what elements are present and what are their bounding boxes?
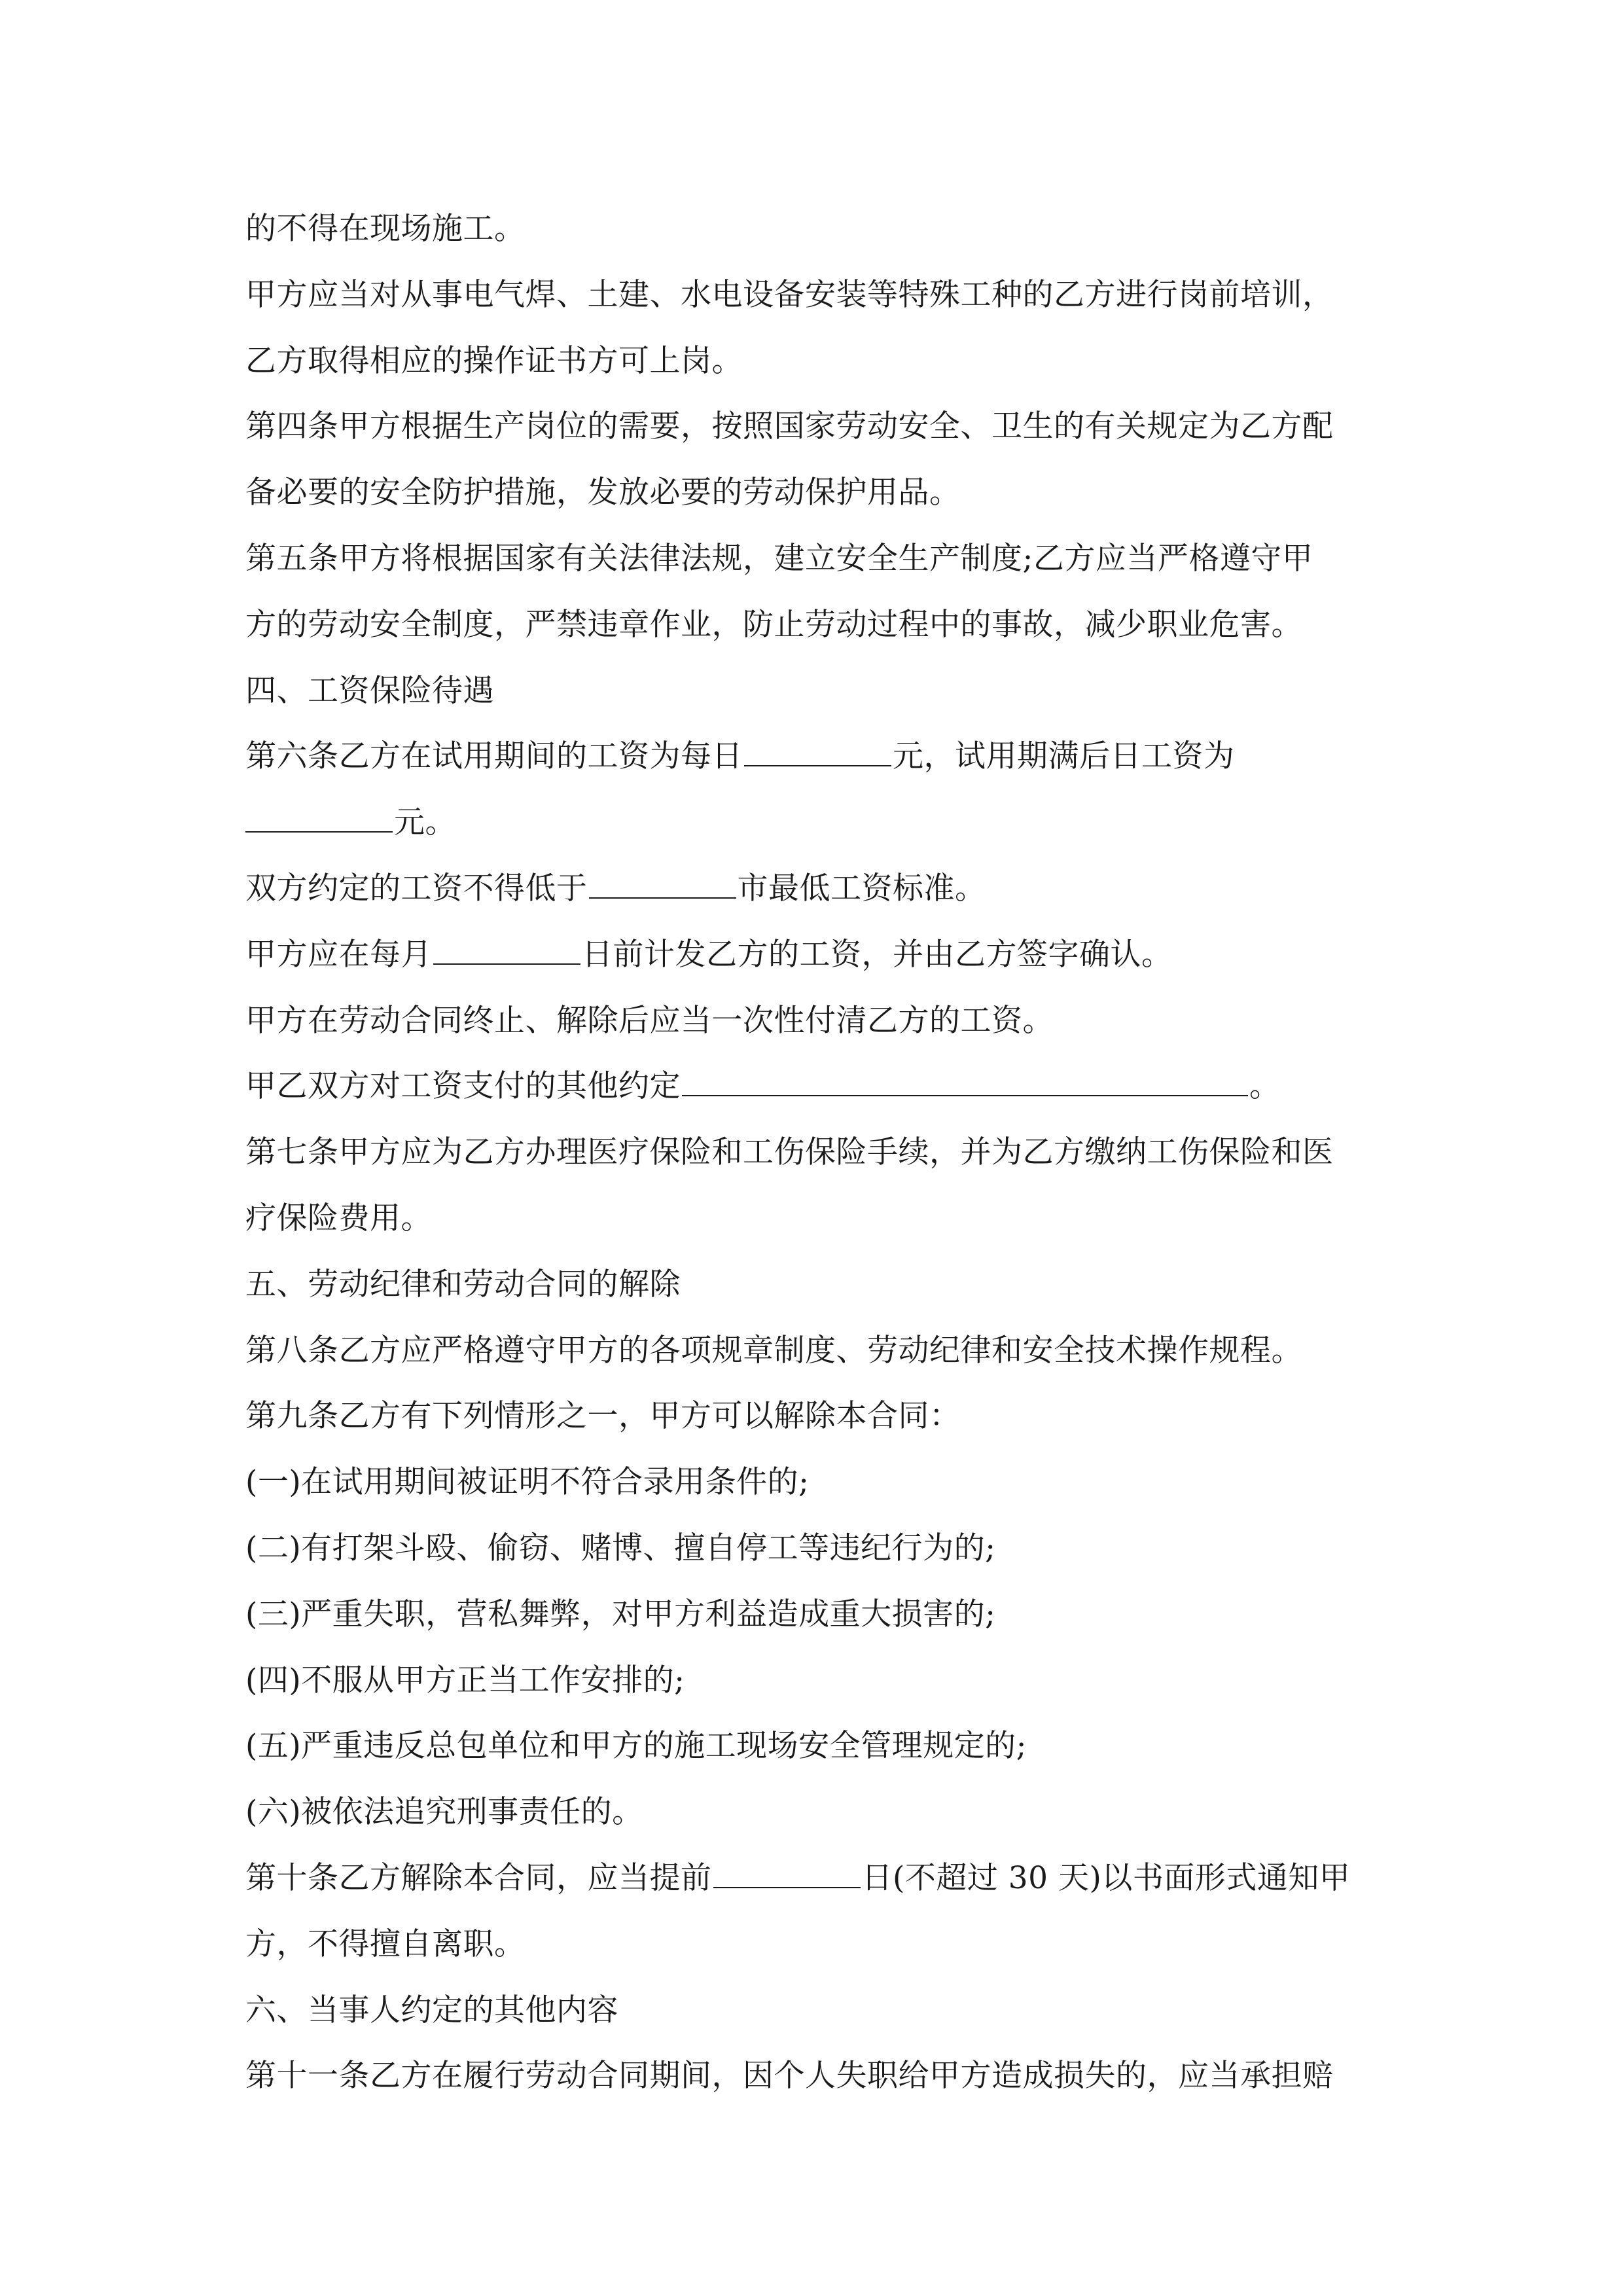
other-agreement-line — [245, 1054, 1391, 1120]
text-line: 的不得在现场施工。 — [245, 211, 526, 247]
text-line: 备必要的安全防护措施，发放必要的劳动保护用品。 — [245, 475, 961, 511]
regular-wage-blank[interactable] — [245, 802, 393, 833]
list-item: (二)有打架斗殴、偷窃、赌博、擅自停工等违纪行为的; — [245, 1530, 996, 1566]
min-wage-line — [245, 856, 1391, 922]
article-10-line — [245, 1846, 1391, 1912]
article-4-line: 第四条甲方根据生产岗位的需要，按照国家劳动安全、卫生的有关规定为乙方配 — [245, 408, 1334, 445]
section-heading-other: 六、当事人约定的其他内容 — [245, 1992, 618, 2028]
text-span: 第十条乙方解除本合同，应当提前 — [245, 1859, 712, 1896]
text-span: 甲乙双方对工资支付的其他约定 — [245, 1068, 681, 1105]
text-span: 第六条乙方在试用期间的工资为每日 — [245, 738, 743, 775]
section-heading-discipline: 五、劳动纪律和劳动合同的解除 — [245, 1266, 681, 1302]
payday-blank[interactable] — [433, 935, 580, 965]
text-line — [245, 790, 1391, 856]
notice-days-blank[interactable] — [713, 1858, 861, 1888]
list-item: (三)严重失职，营私舞弊，对甲方利益造成重大损害的; — [245, 1596, 996, 1632]
probation-wage-blank[interactable] — [744, 736, 891, 766]
text-line: 方的劳动安全制度，严禁违章作业，防止劳动过程中的事故，减少职业危害。 — [245, 606, 1302, 643]
other-agreement-blank[interactable] — [682, 1066, 1248, 1096]
settle-line: 甲方在劳动合同终止、解除后应当一次性付清乙方的工资。 — [245, 1002, 1054, 1039]
article-11-line: 第十一条乙方在履行劳动合同期间，因个人失职给甲方造成损失的，应当承担赔 — [245, 2058, 1334, 2094]
article-8-line: 第八条乙方应严格遵守甲方的各项规章制度、劳动纪律和安全技术操作规程。 — [245, 1332, 1302, 1369]
text-line: 甲方应当对从事电气焊、土建、水电设备安装等特殊工种的乙方进行岗前培训， — [245, 276, 1334, 313]
article-6-line — [245, 724, 1391, 790]
text-span: 。 — [1249, 1068, 1281, 1105]
list-item: (六)被依法追究刑事责任的。 — [245, 1794, 643, 1831]
text-line: 乙方取得相应的操作证书方可上岗。 — [245, 342, 743, 379]
list-item: (五)严重违反总包单位和甲方的施工现场安全管理规定的; — [245, 1728, 1027, 1765]
article-5-line: 第五条甲方将根据国家有关法律法规，建立安全生产制度;乙方应当严格遵守甲 — [245, 540, 1313, 577]
text-line: 方，不得擅自离职。 — [245, 1926, 526, 1962]
list-item: (四)不服从甲方正当工作安排的; — [245, 1662, 685, 1698]
text-span: 日(不超过 30 天)以书面形式通知甲 — [861, 1859, 1351, 1896]
text-span: 元。 — [394, 804, 456, 841]
contract-page — [245, 196, 1391, 2109]
city-blank[interactable] — [589, 869, 736, 899]
text-span: 日前计发乙方的工资，并由乙方签字确认。 — [582, 936, 1173, 973]
text-span: 市最低工资标准。 — [737, 870, 986, 906]
article-9-line: 第九条乙方有下列情形之一，甲方可以解除本合同： — [245, 1398, 961, 1435]
section-heading-wages: 四、工资保险待遇 — [245, 672, 494, 709]
text-span: 甲方应在每月 — [245, 936, 432, 973]
text-span: 双方约定的工资不得低于 — [245, 870, 588, 906]
list-item: (一)在试用期间被证明不符合录用条件的; — [245, 1464, 810, 1501]
payday-line — [245, 922, 1391, 988]
text-line: 疗保险费用。 — [245, 1200, 432, 1236]
article-7-line: 第七条甲方应为乙方办理医疗保险和工伤保险手续，并为乙方缴纳工伤保险和医 — [245, 1134, 1334, 1171]
text-span: 元，试用期满后日工资为 — [893, 738, 1235, 775]
